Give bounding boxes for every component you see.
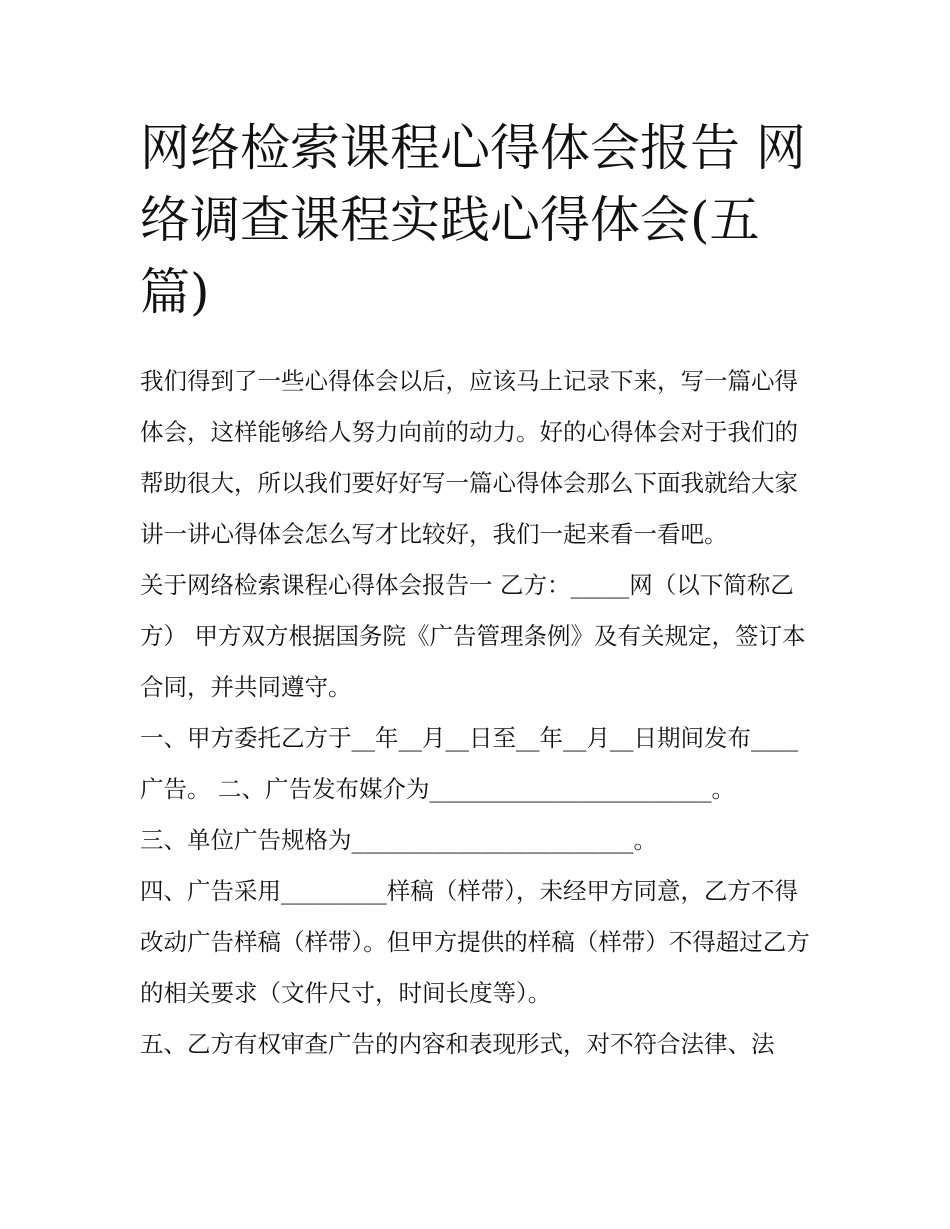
document-body <box>140 356 815 1070</box>
paragraph-contract-parties: 关于网络检索课程心得体会报告一 乙方：_____网（以下简称乙方） 甲方双方根据国务院《广告管理条例》及有关规定，签订本合同，并共同遵守。 <box>140 571 806 701</box>
document-title: 网络检索课程心得体会报告 网络调查课程实践心得体会(五篇) <box>140 119 806 321</box>
paragraph-clause-5: 五、乙方有权审查广告的内容和表现形式，对不符合法律、法 <box>140 1030 775 1058</box>
paragraph-intro: 我们得到了一些心得体会以后，应该马上记录下来，写一篇心得体会，这样能够给人努力向前的动力。好的心得体会对于我们的帮助很大，所以我们要好好写一篇心得体会那么下面我就给大家讲一讲心得体会怎么写才比较好，我们一起来看一看吧。 <box>140 367 798 548</box>
paragraph-clause-3: 三、单位广告规格为________________________。 <box>140 826 657 854</box>
paragraph-clause-1-2: 一、甲方委托乙方于__年__月__日至__年__月__日期间发布____广告。 二、广告发布媒介为________________________。 <box>140 724 798 803</box>
paragraph-clause-4: 四、广告采用_________样稿（样带），未经甲方同意，乙方不得改动广告样稿（样带）。但甲方提供的样稿（样带）不得超过乙方的相关要求（文件尺寸，时间长度等）。 <box>140 877 810 1007</box>
